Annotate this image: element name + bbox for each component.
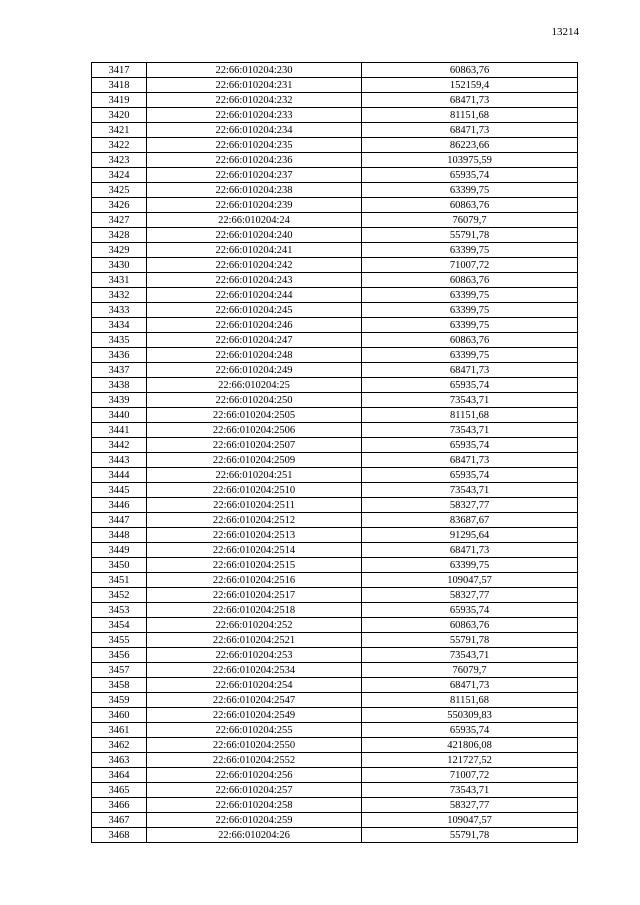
row-number-cell: 3433 [92,303,147,318]
row-number-cell: 3451 [92,573,147,588]
table-row [92,243,578,258]
row-number-cell: 3446 [92,498,147,513]
cadastral-value-cell: 152159,4 [362,78,578,93]
table-row [92,63,578,78]
row-number-cell: 3421 [92,123,147,138]
cadastral-number-cell: 22:66:010204:24 [147,213,362,228]
cadastral-number-cell: 22:66:010204:2521 [147,633,362,648]
table-row [92,573,578,588]
cadastral-number-cell: 22:66:010204:236 [147,153,362,168]
row-number-cell: 3430 [92,258,147,273]
table-row [92,288,578,303]
cadastral-number-cell: 22:66:010204:2506 [147,423,362,438]
cadastral-number-cell: 22:66:010204:256 [147,768,362,783]
cadastral-value-cell: 55791,78 [362,228,578,243]
row-number-cell: 3442 [92,438,147,453]
row-number-cell: 3428 [92,228,147,243]
row-number-cell: 3426 [92,198,147,213]
row-number-cell: 3467 [92,813,147,828]
row-number-cell: 3455 [92,633,147,648]
cadastral-value-cell: 68471,73 [362,363,578,378]
table-row [92,648,578,663]
cadastral-value-cell: 63399,75 [362,318,578,333]
row-number-cell: 3425 [92,183,147,198]
cadastral-value-cell: 121727,52 [362,753,578,768]
cadastral-number-cell: 22:66:010204:2549 [147,708,362,723]
cadastral-number-cell: 22:66:010204:2507 [147,438,362,453]
table-row [92,738,578,753]
cadastral-number-cell: 22:66:010204:247 [147,333,362,348]
cadastral-number-cell: 22:66:010204:255 [147,723,362,738]
row-number-cell: 3449 [92,543,147,558]
row-number-cell: 3465 [92,783,147,798]
table-row [92,558,578,573]
table-body [92,63,578,843]
table-row [92,543,578,558]
cadastral-value-cell: 91295,64 [362,528,578,543]
row-number-cell: 3438 [92,378,147,393]
cadastral-number-cell: 22:66:010204:2534 [147,663,362,678]
table-row [92,183,578,198]
table-row [92,678,578,693]
row-number-cell: 3431 [92,273,147,288]
table-row [92,318,578,333]
table-row [92,498,578,513]
cadastral-value-cell: 55791,78 [362,828,578,843]
row-number-cell: 3417 [92,63,147,78]
cadastral-value-cell: 58327,77 [362,588,578,603]
cadastral-value-cell: 73543,71 [362,393,578,408]
cadastral-number-cell: 22:66:010204:234 [147,123,362,138]
row-number-cell: 3422 [92,138,147,153]
cadastral-number-cell: 22:66:010204:232 [147,93,362,108]
cadastral-value-cell: 55791,78 [362,633,578,648]
table-row [92,78,578,93]
table-row [92,348,578,363]
table-row [92,93,578,108]
row-number-cell: 3448 [92,528,147,543]
cadastral-value-cell: 63399,75 [362,243,578,258]
cadastral-number-cell: 22:66:010204:2509 [147,453,362,468]
cadastral-number-cell: 22:66:010204:2514 [147,543,362,558]
row-number-cell: 3463 [92,753,147,768]
row-number-cell: 3459 [92,693,147,708]
cadastral-number-cell: 22:66:010204:233 [147,108,362,123]
cadastral-value-cell: 68471,73 [362,453,578,468]
row-number-cell: 3435 [92,333,147,348]
cadastral-number-cell: 22:66:010204:2547 [147,693,362,708]
cadastral-number-cell: 22:66:010204:2515 [147,558,362,573]
cadastral-number-cell: 22:66:010204:237 [147,168,362,183]
table-row [92,393,578,408]
cadastral-value-cell: 60863,76 [362,333,578,348]
cadastral-value-cell: 81151,68 [362,408,578,423]
cadastral-value-cell: 103975,59 [362,153,578,168]
cadastral-value-cell: 68471,73 [362,93,578,108]
row-number-cell: 3464 [92,768,147,783]
table-row [92,618,578,633]
table-row [92,783,578,798]
cadastral-number-cell: 22:66:010204:248 [147,348,362,363]
cadastral-value-cell: 58327,77 [362,498,578,513]
table-row [92,153,578,168]
table-row [92,723,578,738]
row-number-cell: 3434 [92,318,147,333]
row-number-cell: 3420 [92,108,147,123]
cadastral-value-cell: 58327,77 [362,798,578,813]
cadastral-value-cell: 73543,71 [362,483,578,498]
table-row [92,603,578,618]
cadastral-value-cell: 65935,74 [362,468,578,483]
cadastral-number-cell: 22:66:010204:2511 [147,498,362,513]
cadastral-number-cell: 22:66:010204:253 [147,648,362,663]
cadastral-number-cell: 22:66:010204:258 [147,798,362,813]
row-number-cell: 3466 [92,798,147,813]
cadastral-number-cell: 22:66:010204:230 [147,63,362,78]
table-row [92,408,578,423]
cadastral-value-cell: 109047,57 [362,573,578,588]
cadastral-value-cell: 71007,72 [362,258,578,273]
table-row [92,693,578,708]
page-number: 13214 [551,26,579,38]
table-row [92,168,578,183]
cadastral-number-cell: 22:66:010204:2505 [147,408,362,423]
cadastral-number-cell: 22:66:010204:2513 [147,528,362,543]
row-number-cell: 3424 [92,168,147,183]
table-row [92,258,578,273]
cadastral-value-cell: 63399,75 [362,288,578,303]
cadastral-value-cell: 73543,71 [362,423,578,438]
cadastral-value-cell: 65935,74 [362,603,578,618]
row-number-cell: 3458 [92,678,147,693]
cadastral-number-cell: 22:66:010204:246 [147,318,362,333]
table-row [92,753,578,768]
cadastral-value-cell: 65935,74 [362,168,578,183]
row-number-cell: 3427 [92,213,147,228]
cadastral-value-cell: 68471,73 [362,123,578,138]
table-row [92,483,578,498]
cadastral-number-cell: 22:66:010204:254 [147,678,362,693]
row-number-cell: 3456 [92,648,147,663]
row-number-cell: 3441 [92,423,147,438]
row-number-cell: 3461 [92,723,147,738]
table-row [92,663,578,678]
cadastral-number-cell: 22:66:010204:259 [147,813,362,828]
cadastral-value-cell: 76079,7 [362,663,578,678]
table-row [92,528,578,543]
cadastral-value-cell: 73543,71 [362,648,578,663]
cadastral-number-cell: 22:66:010204:243 [147,273,362,288]
table-row [92,633,578,648]
cadastral-number-cell: 22:66:010204:252 [147,618,362,633]
row-number-cell: 3460 [92,708,147,723]
table-row [92,303,578,318]
table-row [92,798,578,813]
row-number-cell: 3439 [92,393,147,408]
cadastral-number-cell: 22:66:010204:241 [147,243,362,258]
row-number-cell: 3453 [92,603,147,618]
cadastral-number-cell: 22:66:010204:245 [147,303,362,318]
row-number-cell: 3457 [92,663,147,678]
table-row [92,273,578,288]
cadastral-value-cell: 60863,76 [362,273,578,288]
cadastral-value-cell: 65935,74 [362,438,578,453]
cadastral-value-cell: 65935,74 [362,378,578,393]
row-number-cell: 3437 [92,363,147,378]
cadastral-value-cell: 63399,75 [362,303,578,318]
row-number-cell: 3436 [92,348,147,363]
cadastral-number-cell: 22:66:010204:242 [147,258,362,273]
cadastral-value-cell: 60863,76 [362,198,578,213]
table-row [92,588,578,603]
table-row [92,123,578,138]
row-number-cell: 3429 [92,243,147,258]
cadastral-value-cell: 68471,73 [362,678,578,693]
row-number-cell: 3419 [92,93,147,108]
cadastral-number-cell: 22:66:010204:244 [147,288,362,303]
table-row [92,108,578,123]
row-number-cell: 3440 [92,408,147,423]
table-row [92,708,578,723]
cadastral-value-cell: 86223,66 [362,138,578,153]
row-number-cell: 3445 [92,483,147,498]
row-number-cell: 3468 [92,828,147,843]
cadastral-number-cell: 22:66:010204:251 [147,468,362,483]
table-row [92,468,578,483]
cadastral-value-cell: 63399,75 [362,348,578,363]
cadastral-value-cell: 81151,68 [362,693,578,708]
cadastral-value-cell: 63399,75 [362,558,578,573]
cadastral-number-cell: 22:66:010204:2518 [147,603,362,618]
cadastral-value-cell: 65935,74 [362,723,578,738]
table-row [92,453,578,468]
table-row [92,378,578,393]
cadastral-number-cell: 22:66:010204:26 [147,828,362,843]
table-row [92,198,578,213]
table-row [92,438,578,453]
cadastral-value-cell: 550309,83 [362,708,578,723]
cadastral-number-cell: 22:66:010204:2552 [147,753,362,768]
row-number-cell: 3418 [92,78,147,93]
cadastral-number-cell: 22:66:010204:2516 [147,573,362,588]
cadastral-value-cell: 109047,57 [362,813,578,828]
cadastral-number-cell: 22:66:010204:2512 [147,513,362,528]
row-number-cell: 3432 [92,288,147,303]
cadastral-value-cell: 73543,71 [362,783,578,798]
table-row [92,333,578,348]
row-number-cell: 3450 [92,558,147,573]
cadastral-number-cell: 22:66:010204:2510 [147,483,362,498]
cadastral-value-cell: 76079,7 [362,213,578,228]
cadastral-value-cell: 421806,08 [362,738,578,753]
row-number-cell: 3462 [92,738,147,753]
table-row [92,768,578,783]
cadastral-value-cell: 60863,76 [362,63,578,78]
table-row [92,213,578,228]
cadastral-number-cell: 22:66:010204:2517 [147,588,362,603]
cadastral-number-cell: 22:66:010204:235 [147,138,362,153]
row-number-cell: 3443 [92,453,147,468]
table-row [92,228,578,243]
cadastral-value-cell: 60863,76 [362,618,578,633]
cadastral-number-cell: 22:66:010204:2550 [147,738,362,753]
cadastral-value-cell: 71007,72 [362,768,578,783]
cadastral-value-cell: 63399,75 [362,183,578,198]
table-row [92,513,578,528]
row-number-cell: 3423 [92,153,147,168]
table-row [92,423,578,438]
cadastral-number-cell: 22:66:010204:250 [147,393,362,408]
cadastral-value-cell: 83687,67 [362,513,578,528]
cadastral-number-cell: 22:66:010204:239 [147,198,362,213]
cadastral-value-cell: 68471,73 [362,543,578,558]
table-row [92,363,578,378]
cadastral-number-cell: 22:66:010204:257 [147,783,362,798]
cadastral-number-cell: 22:66:010204:25 [147,378,362,393]
row-number-cell: 3447 [92,513,147,528]
table-row [92,138,578,153]
table-row [92,828,578,843]
cadastral-number-cell: 22:66:010204:249 [147,363,362,378]
row-number-cell: 3454 [92,618,147,633]
cadastral-registry-table [91,62,578,843]
cadastral-number-cell: 22:66:010204:238 [147,183,362,198]
cadastral-value-cell: 81151,68 [362,108,578,123]
row-number-cell: 3452 [92,588,147,603]
cadastral-number-cell: 22:66:010204:231 [147,78,362,93]
cadastral-number-cell: 22:66:010204:240 [147,228,362,243]
table-row [92,813,578,828]
row-number-cell: 3444 [92,468,147,483]
